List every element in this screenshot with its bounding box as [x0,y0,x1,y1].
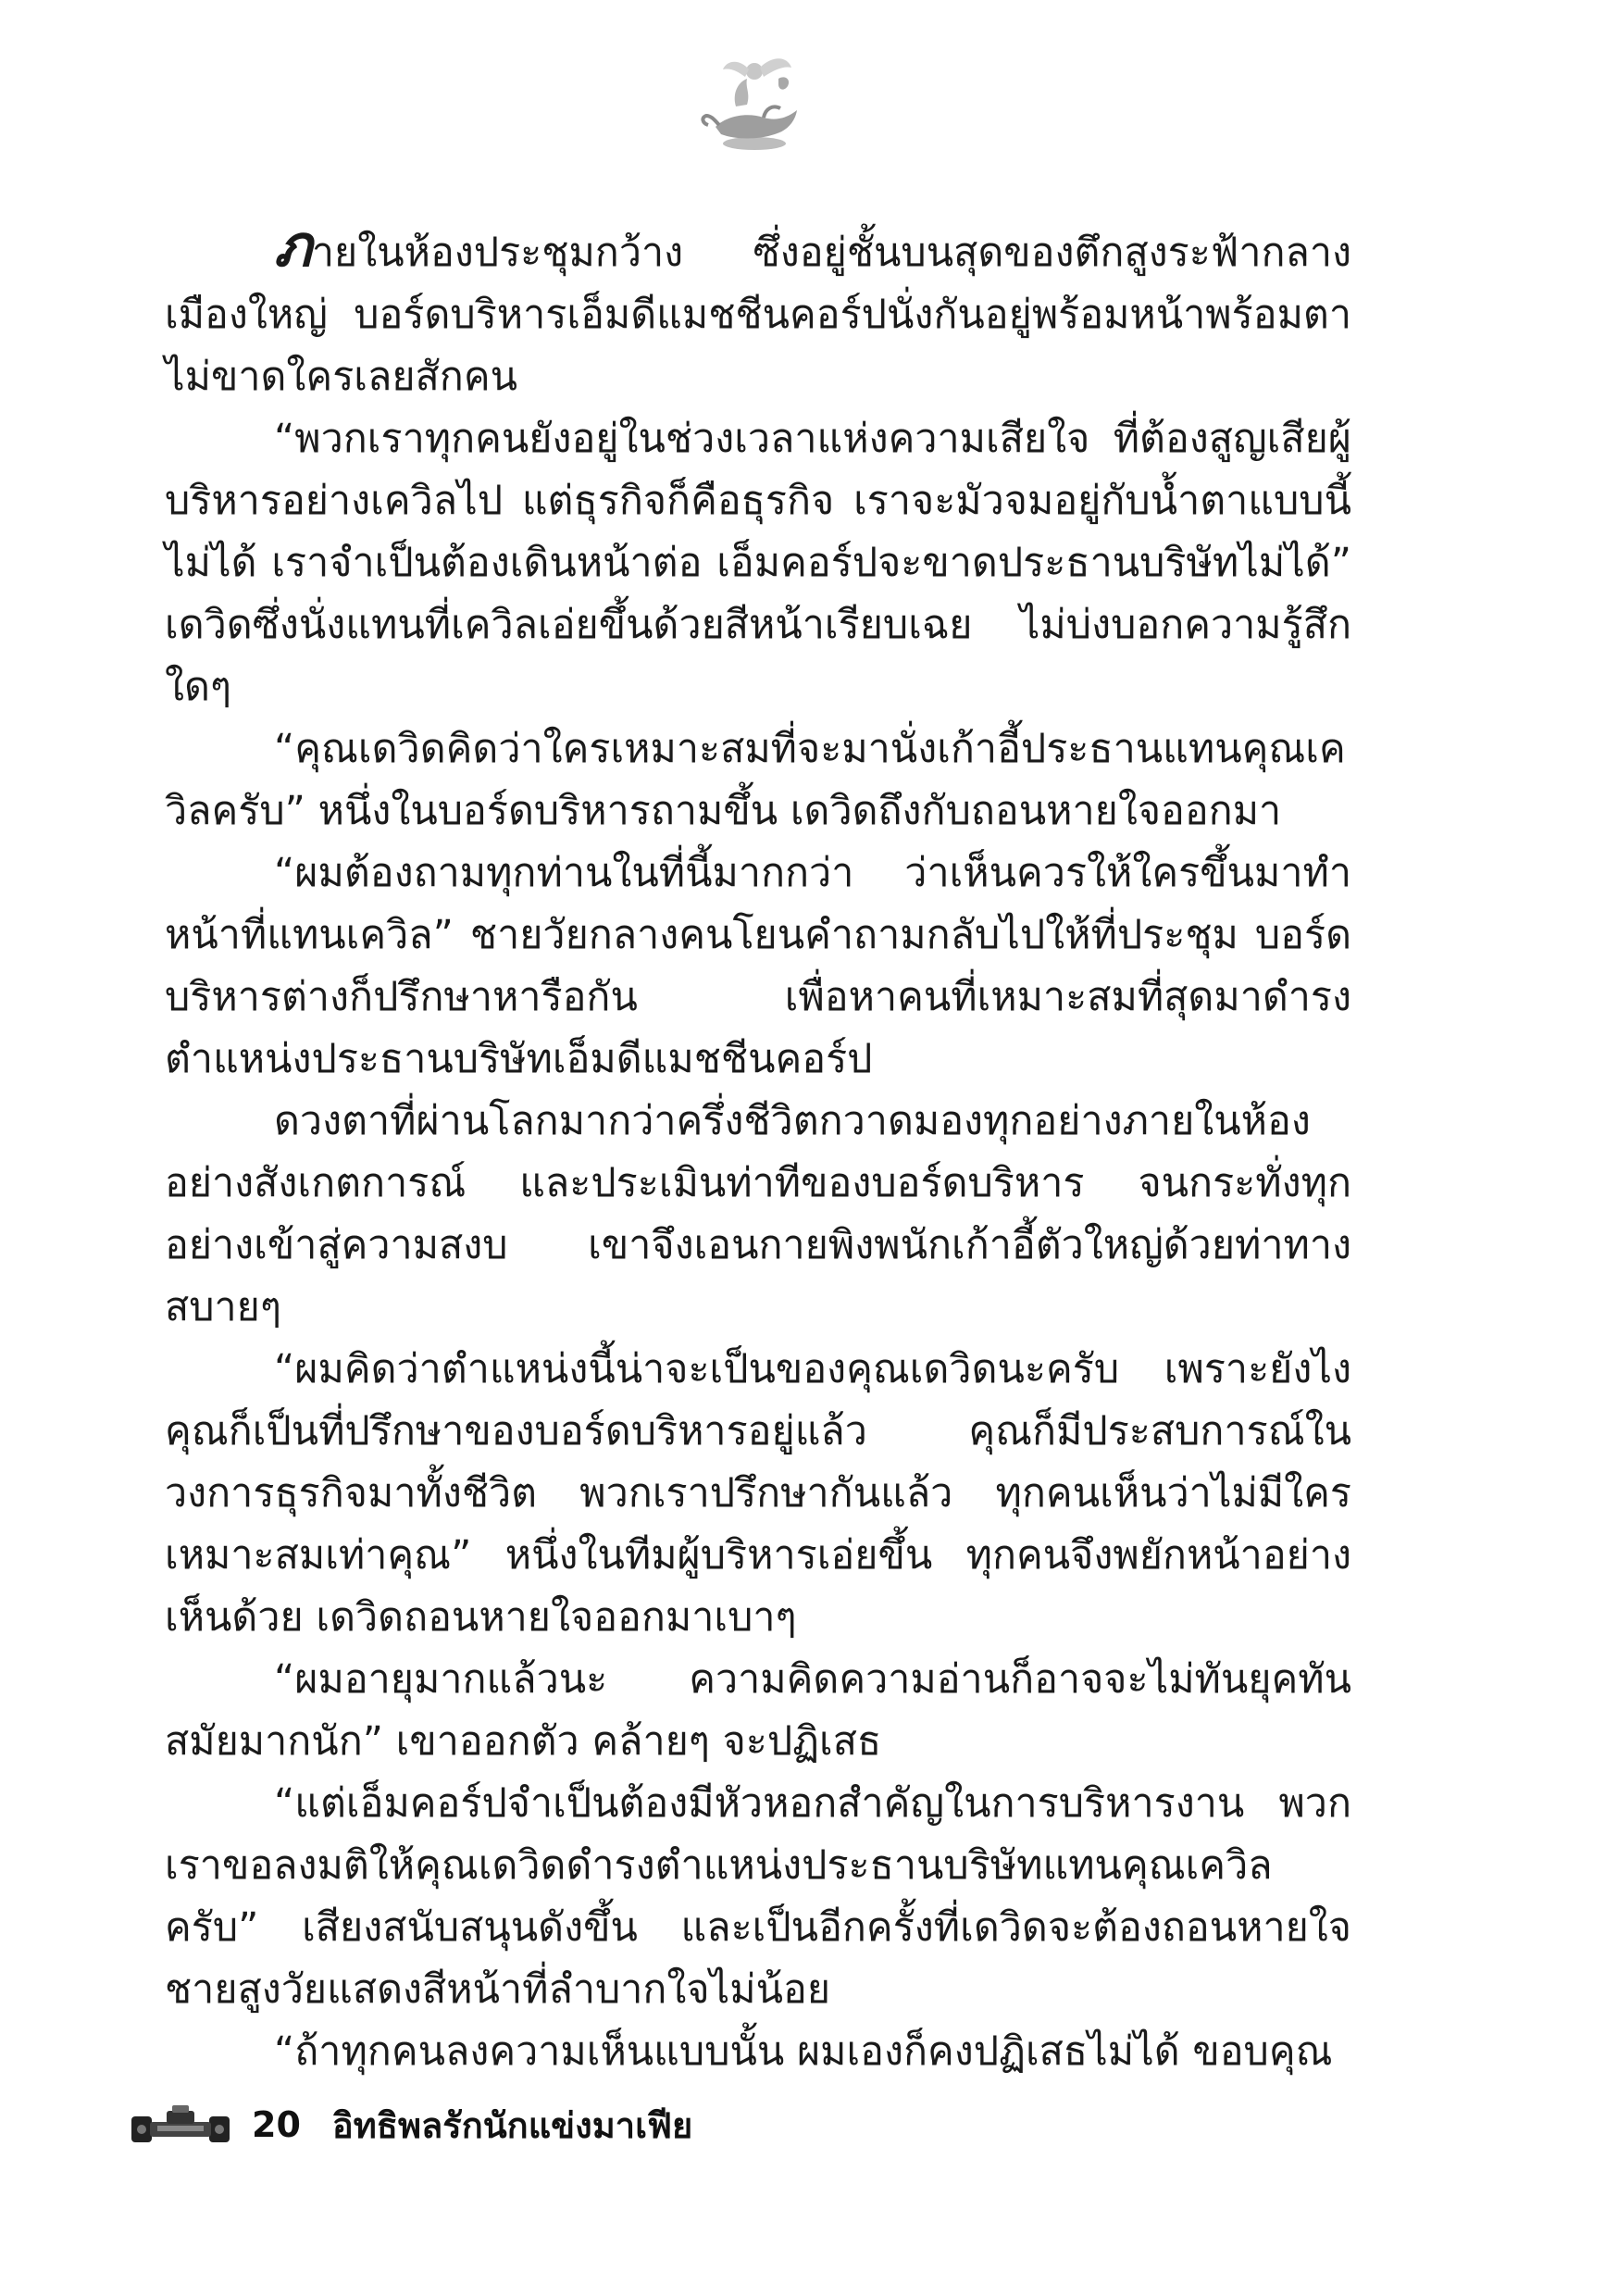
drop-cap: ภ [274,212,312,280]
paragraph: “ผมต้องถามทุกท่านในที่นี้มากกว่า ว่าเห็นควรให้ใครขึ้นมาทำหน้าที่แทนเควิล” ชายวัยกลางคนโยนคำถามกลับไปให้ที่ประชุม บอร์ดบริหารต่างก็ปรึกษาหารือกัน เพื่อหาคนที่เหมาะสมที่สุดมาดำรงตำแหน่งประธานบริษัทเอ็มดีแมชชีนคอร์ป [165,850,1351,1082]
paragraph: “พวกเราทุกคนยังอยู่ในช่วงเวลาแห่งความเสียใจ ที่ต้องสูญเสียผู้บริหารอย่างเควิลไป แต่ธุรกิจก็คือธุรกิจ เราจะมัวจมอยู่กับน้ำตาแบบนี้ไม่ได้ เราจำเป็นต้องเดินหน้าต่อ เอ็มคอร์ปจะขาดประธานบริษัทไม่ได้” เดวิดซึ่งนั่งแทนที่เควิลเอ่ยขึ้นด้วยสีหน้าเรียบเฉย ไม่บ่งบอกความรู้สึกใดๆ [165,416,1351,710]
paragraph [165,212,1351,408]
race-car-icon [130,2103,231,2146]
page-body [165,212,1351,2083]
paragraph: ดวงตาที่ผ่านโลกมากว่าครึ่งชีวิตกวาดมองทุกอย่างภายในห้องอย่างสังเกตการณ์ และประเมินท่าทีของบอร์ดบริหาร จนกระทั่งทุกอย่างเข้าสู่ความสงบ เขาจึงเอนกายพิงพนักเก้าอี้ตัวใหญ่ด้วยท่าทางสบายๆ [165,1098,1351,1330]
paragraph: “ถ้าทุกคนลงความเห็นแบบนั้น ผมเองก็คงปฏิเสธไม่ได้ ขอบคุณ [274,2028,1333,2075]
paragraph-text: ายในห้องประชุมกว้าง ซึ่งอยู่ชั้นบนสุดของตึกสูงระฟ้ากลางเมืองใหญ่ บอร์ดบริหารเอ็มดีแมชชีนคอร์ปนั่งกันอยู่พร้อมหน้าพร้อมตาไม่ขาดใครเลยสักคน [165,230,1351,400]
genie-lamp-icon [699,51,810,157]
paragraph: “ผมคิดว่าตำแหน่งนี้น่าจะเป็นของคุณเดวิดนะครับ เพราะยังไงคุณก็เป็นที่ปรึกษาของบอร์ดบริหารอยู่แล้ว คุณก็มีประสบการณ์ในวงการธุรกิจมาทั้งชีวิต พวกเราปรึกษากันแล้ว ทุกคนเห็นว่าไม่มีใครเหมาะสมเท่าคุณ” หนึ่งในทีมผู้บริหารเอ่ยขึ้น ทุกคนจึงพยักหน้าอย่างเห็นด้วย เดวิดถอนหายใจออกมาเบาๆ [165,1346,1351,1641]
book-title: อิทธิพลรักนักแข่งมาเฟีย [331,2104,693,2146]
paragraph: “ผมอายุมากแล้วนะ ความคิดความอ่านก็อาจจะไม่ทันยุคทันสมัยมากนัก” เขาออกตัว คล้ายๆ จะปฏิเสธ [165,1656,1351,1765]
paragraph: “คุณเดวิดคิดว่าใครเหมาะสมที่จะมานั่งเก้าอี้ประธานแทนคุณเควิลครับ” หนึ่งในบอร์ดบริหารถามขึ้น เดวิดถึงกับถอนหายใจออกมา [165,726,1346,834]
paragraph: “แต่เอ็มคอร์ปจำเป็นต้องมีหัวหอกสำคัญในการบริหารงาน พวกเราขอลงมติให้คุณเดวิดดำรงตำแหน่งประธานบริษัทแทนคุณเควิลครับ” เสียงสนับสนุนดังขึ้น และเป็นอีกครั้งที่เดวิดจะต้องถอนหายใจ ชายสูงวัยแสดงสีหน้าที่ลำบากใจไม่น้อย [165,1780,1351,2013]
page-footer [130,2097,692,2152]
page-number: 20 [252,2104,301,2145]
